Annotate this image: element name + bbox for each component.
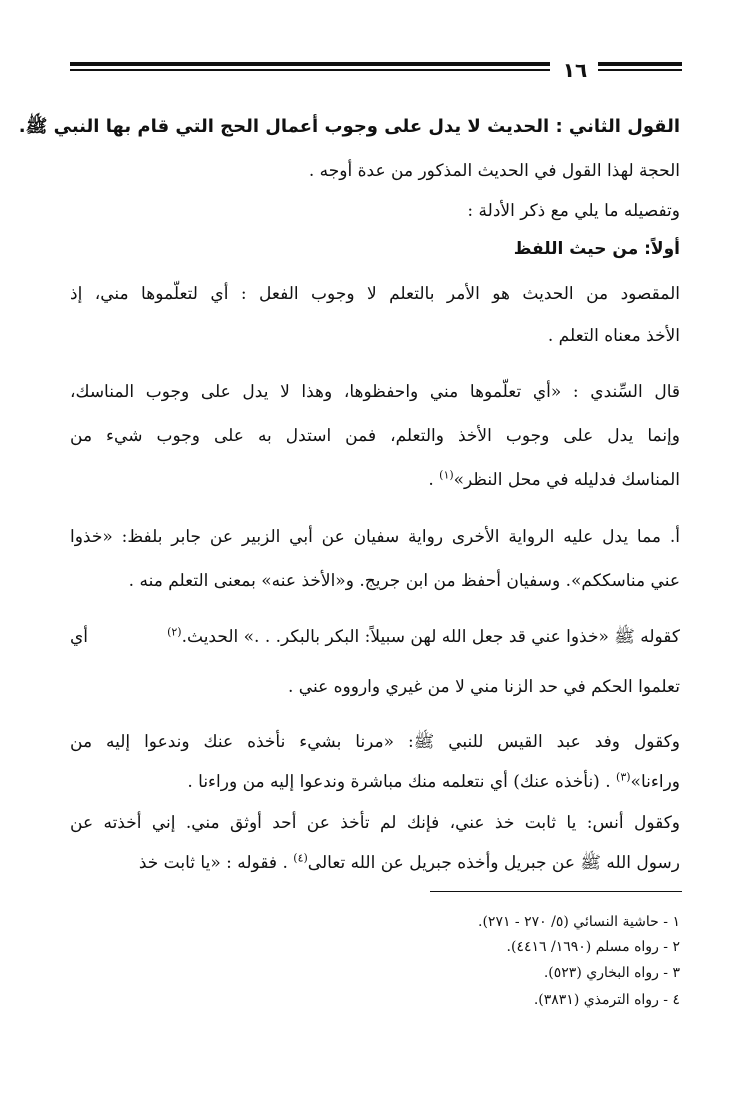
- body-line-11: تعلموا الحكم في حد الزنا مني لا من غيري وارووه عني .: [287, 677, 680, 697]
- anas-line-start: رسول الله ﷺ عن جبريل وأخذه جبريل عن الله تعالى: [307, 853, 680, 873]
- sindi-quote-end: المناسك فدليله في محل النظر»: [453, 470, 680, 490]
- subheading: أولاً: من حيث اللفظ: [513, 239, 680, 259]
- footnote-3: ٣ - رواه البخاري (٥٢٣).: [543, 965, 680, 981]
- wafd-explanation: . (نأخذه عنك) أي نتعلمه منك مباشرة وندعوا إليه من وراءنا .: [187, 772, 611, 792]
- body-line-9: عني مناسككم». وسفيان أحفظ من ابن جريج. و«الأخذ عنه» بمعنى التعلم منه .: [128, 571, 680, 591]
- body-line-7: المناسك فدليله في محل النظر»$^{(١)}$ .: [428, 468, 680, 490]
- body-line-4: الأخذ معناه التعلم .: [547, 326, 680, 346]
- body-line-10: [167, 626, 680, 648]
- body-line-10-end: أي: [70, 627, 89, 647]
- header-rule-left-top: [70, 62, 550, 66]
- footnote-1: ١ - حاشية النسائي (٥/ ٢٧٠ - ٢٧١).: [478, 914, 680, 930]
- body-line-12: وكقول وفد عبد القيس للنبي ﷺ: «مرنا بشيء نأخذه عنك وندعوا إليه من: [70, 732, 680, 752]
- page-number: ١٦: [562, 58, 588, 82]
- body-line-8: أ. مما يدل عليه الرواية الأخرى رواية سفيان عن أبي الزبير عن جابر بلفظ: «خذوا: [70, 527, 680, 547]
- header-rule-left-bottom: [70, 69, 550, 71]
- footnote-separator: [430, 891, 682, 892]
- footnote-2: ٢ - رواه مسلم (١٦٩٠/ ٤٤١٦).: [506, 939, 680, 955]
- body-line-1: الحجة لهذا القول في الحديث المذكور من عدة أوجه .: [308, 161, 680, 181]
- body-line-2: وتفصيله ما يلي مع ذكر الأدلة :: [467, 201, 680, 221]
- footnote-ref-3: (٣): [616, 770, 631, 784]
- body-line-14: وكقول أنس: يا ثابت خذ عني، فإنك لم تأخذ عن أحد أوثق مني. إني أخذته عن: [70, 813, 680, 833]
- body-line-6: وإنما يدل على وجوب الأخذ والتعلم، فمن استدل به على وجوب شيء من: [70, 426, 680, 446]
- section-heading: القول الثاني : الحديث لا يدل على وجوب أعمال الحج التي قام بها النبي ﷺ.: [18, 116, 680, 137]
- body-line-5: قال السِّندي : «أي تعلّموها مني واحفظوها، وهذا لا يدل على وجوب المناسك،: [70, 382, 680, 402]
- body-line-15: [139, 852, 680, 874]
- header-rule-right-bottom: [598, 69, 682, 71]
- body-line-3: المقصود من الحديث هو الأمر بالتعلم لا وجوب الفعل : أي لتعلّموها مني، إذ: [70, 284, 680, 304]
- footnote-ref-4: (٤): [293, 851, 308, 865]
- footnote-ref-2: (٢): [167, 625, 182, 639]
- wafd-quote-end: وراءنا»: [630, 772, 680, 792]
- hadith-quote: كقوله ﷺ «خذوا عني قد جعل الله لهن سبيلاً: البكر بالبكر. . .» الحديث.: [181, 627, 680, 647]
- footnote-4: ٤ - رواه الترمذي (٣٨٣١).: [533, 992, 680, 1008]
- footnote-ref-1: (١): [439, 468, 454, 482]
- anas-line-end: . فقوله : «يا ثابت خذ: [138, 853, 288, 873]
- header-rule-right-top: [598, 62, 682, 66]
- body-line-13: [187, 771, 680, 793]
